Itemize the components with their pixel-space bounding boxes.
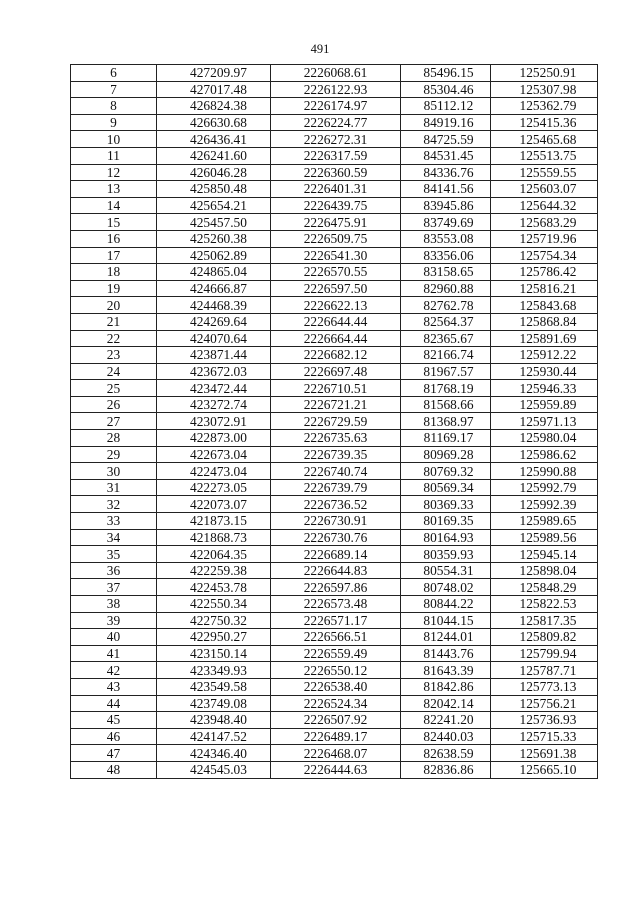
easting-cell: 84336.76	[401, 164, 491, 181]
point-number-cell: 7	[71, 81, 157, 98]
easting-cell: 82638.59	[401, 745, 491, 762]
point-number-cell: 30	[71, 463, 157, 480]
easting-cell: 80369.33	[401, 496, 491, 513]
x-coordinate-cell: 424346.40	[157, 745, 271, 762]
y-coordinate-cell: 2226559.49	[271, 645, 401, 662]
table-row	[71, 645, 598, 662]
northing-cell: 125989.65	[491, 513, 598, 530]
easting-cell: 82365.67	[401, 330, 491, 347]
easting-cell: 84919.16	[401, 114, 491, 131]
northing-cell: 125773.13	[491, 678, 598, 695]
northing-cell: 125809.82	[491, 629, 598, 646]
easting-cell: 82241.20	[401, 712, 491, 729]
northing-cell: 125513.75	[491, 147, 598, 164]
easting-cell: 85304.46	[401, 81, 491, 98]
point-number-cell: 31	[71, 479, 157, 496]
table-row	[71, 363, 598, 380]
easting-cell: 80554.31	[401, 562, 491, 579]
point-number-cell: 16	[71, 230, 157, 247]
x-coordinate-cell: 423549.58	[157, 678, 271, 695]
table-row	[71, 264, 598, 281]
y-coordinate-cell: 2226550.12	[271, 662, 401, 679]
y-coordinate-cell: 2226468.07	[271, 745, 401, 762]
northing-cell: 125990.88	[491, 463, 598, 480]
y-coordinate-cell: 2226721.21	[271, 396, 401, 413]
northing-cell: 125848.29	[491, 579, 598, 596]
x-coordinate-cell: 426046.28	[157, 164, 271, 181]
easting-cell: 81169.17	[401, 430, 491, 447]
y-coordinate-cell: 2226622.13	[271, 297, 401, 314]
easting-cell: 81768.19	[401, 380, 491, 397]
x-coordinate-cell: 425850.48	[157, 181, 271, 198]
table-row	[71, 347, 598, 364]
y-coordinate-cell: 2226538.40	[271, 678, 401, 695]
northing-cell: 125644.32	[491, 197, 598, 214]
y-coordinate-cell: 2226730.76	[271, 529, 401, 546]
x-coordinate-cell: 422073.07	[157, 496, 271, 513]
easting-cell: 84531.45	[401, 147, 491, 164]
x-coordinate-cell: 424147.52	[157, 728, 271, 745]
y-coordinate-cell: 2226664.44	[271, 330, 401, 347]
x-coordinate-cell: 423948.40	[157, 712, 271, 729]
point-number-cell: 27	[71, 413, 157, 430]
x-coordinate-cell: 423472.44	[157, 380, 271, 397]
x-coordinate-cell: 421873.15	[157, 513, 271, 530]
y-coordinate-cell: 2226439.75	[271, 197, 401, 214]
easting-cell: 81967.57	[401, 363, 491, 380]
easting-cell: 80164.93	[401, 529, 491, 546]
northing-cell: 125691.38	[491, 745, 598, 762]
table-row	[71, 579, 598, 596]
northing-cell: 125930.44	[491, 363, 598, 380]
y-coordinate-cell: 2226710.51	[271, 380, 401, 397]
y-coordinate-cell: 2226524.34	[271, 695, 401, 712]
y-coordinate-cell: 2226068.61	[271, 65, 401, 82]
easting-cell: 82564.37	[401, 313, 491, 330]
point-number-cell: 18	[71, 264, 157, 281]
easting-cell: 80359.93	[401, 546, 491, 563]
northing-cell: 125946.33	[491, 380, 598, 397]
northing-cell: 125891.69	[491, 330, 598, 347]
point-number-cell: 9	[71, 114, 157, 131]
x-coordinate-cell: 422950.27	[157, 629, 271, 646]
table-row	[71, 214, 598, 231]
coordinates-table-body	[71, 65, 598, 779]
table-row	[71, 65, 598, 82]
table-row	[71, 197, 598, 214]
northing-cell: 125959.89	[491, 396, 598, 413]
northing-cell: 125415.36	[491, 114, 598, 131]
northing-cell: 125980.04	[491, 430, 598, 447]
table-row	[71, 562, 598, 579]
easting-cell: 80748.02	[401, 579, 491, 596]
northing-cell: 125250.91	[491, 65, 598, 82]
point-number-cell: 14	[71, 197, 157, 214]
y-coordinate-cell: 2226644.83	[271, 562, 401, 579]
easting-cell: 83158.65	[401, 264, 491, 281]
y-coordinate-cell: 2226644.44	[271, 313, 401, 330]
x-coordinate-cell: 424468.39	[157, 297, 271, 314]
x-coordinate-cell: 425654.21	[157, 197, 271, 214]
northing-cell: 125992.39	[491, 496, 598, 513]
easting-cell: 81568.66	[401, 396, 491, 413]
point-number-cell: 24	[71, 363, 157, 380]
northing-cell: 125945.14	[491, 546, 598, 563]
northing-cell: 125992.79	[491, 479, 598, 496]
easting-cell: 81643.39	[401, 662, 491, 679]
table-row	[71, 280, 598, 297]
easting-cell: 81368.97	[401, 413, 491, 430]
x-coordinate-cell: 422473.04	[157, 463, 271, 480]
x-coordinate-cell: 423349.93	[157, 662, 271, 679]
y-coordinate-cell: 2226566.51	[271, 629, 401, 646]
y-coordinate-cell: 2226570.55	[271, 264, 401, 281]
table-row	[71, 529, 598, 546]
y-coordinate-cell: 2226360.59	[271, 164, 401, 181]
table-row	[71, 662, 598, 679]
point-number-cell: 40	[71, 629, 157, 646]
table-row	[71, 546, 598, 563]
x-coordinate-cell: 423672.03	[157, 363, 271, 380]
northing-cell: 125816.21	[491, 280, 598, 297]
table-row	[71, 430, 598, 447]
y-coordinate-cell: 2226507.92	[271, 712, 401, 729]
point-number-cell: 8	[71, 98, 157, 115]
northing-cell: 125971.13	[491, 413, 598, 430]
table-row	[71, 181, 598, 198]
northing-cell: 125736.93	[491, 712, 598, 729]
x-coordinate-cell: 423871.44	[157, 347, 271, 364]
table-row	[71, 147, 598, 164]
y-coordinate-cell: 2226740.74	[271, 463, 401, 480]
point-number-cell: 34	[71, 529, 157, 546]
x-coordinate-cell: 422453.78	[157, 579, 271, 596]
x-coordinate-cell: 422064.35	[157, 546, 271, 563]
table-row	[71, 513, 598, 530]
easting-cell: 85112.12	[401, 98, 491, 115]
x-coordinate-cell: 422550.34	[157, 596, 271, 613]
table-row	[71, 463, 598, 480]
point-number-cell: 36	[71, 562, 157, 579]
northing-cell: 125912.22	[491, 347, 598, 364]
table-row	[71, 596, 598, 613]
point-number-cell: 33	[71, 513, 157, 530]
x-coordinate-cell: 423150.14	[157, 645, 271, 662]
point-number-cell: 32	[71, 496, 157, 513]
point-number-cell: 28	[71, 430, 157, 447]
point-number-cell: 10	[71, 131, 157, 148]
table-row	[71, 678, 598, 695]
point-number-cell: 17	[71, 247, 157, 264]
table-row	[71, 479, 598, 496]
easting-cell: 84141.56	[401, 181, 491, 198]
northing-cell: 125986.62	[491, 446, 598, 463]
northing-cell: 125843.68	[491, 297, 598, 314]
y-coordinate-cell: 2226317.59	[271, 147, 401, 164]
northing-cell: 125799.94	[491, 645, 598, 662]
easting-cell: 83553.08	[401, 230, 491, 247]
table-row	[71, 297, 598, 314]
x-coordinate-cell: 422750.32	[157, 612, 271, 629]
point-number-cell: 6	[71, 65, 157, 82]
northing-cell: 125822.53	[491, 596, 598, 613]
table-row	[71, 396, 598, 413]
table-row	[71, 164, 598, 181]
y-coordinate-cell: 2226697.48	[271, 363, 401, 380]
northing-cell: 125756.21	[491, 695, 598, 712]
table-row	[71, 712, 598, 729]
table-row	[71, 230, 598, 247]
northing-cell: 125559.55	[491, 164, 598, 181]
x-coordinate-cell: 426824.38	[157, 98, 271, 115]
x-coordinate-cell: 422273.05	[157, 479, 271, 496]
northing-cell: 125898.04	[491, 562, 598, 579]
point-number-cell: 26	[71, 396, 157, 413]
coordinates-table	[70, 64, 598, 779]
easting-cell: 81443.76	[401, 645, 491, 662]
table-row	[71, 413, 598, 430]
point-number-cell: 11	[71, 147, 157, 164]
easting-cell: 84725.59	[401, 131, 491, 148]
point-number-cell: 13	[71, 181, 157, 198]
easting-cell: 80769.32	[401, 463, 491, 480]
x-coordinate-cell: 427017.48	[157, 81, 271, 98]
easting-cell: 83945.86	[401, 197, 491, 214]
y-coordinate-cell: 2226730.91	[271, 513, 401, 530]
point-number-cell: 48	[71, 761, 157, 778]
table-row	[71, 695, 598, 712]
point-number-cell: 29	[71, 446, 157, 463]
easting-cell: 80844.22	[401, 596, 491, 613]
point-number-cell: 15	[71, 214, 157, 231]
easting-cell: 81044.15	[401, 612, 491, 629]
y-coordinate-cell: 2226597.50	[271, 280, 401, 297]
table-row	[71, 330, 598, 347]
x-coordinate-cell: 424545.03	[157, 761, 271, 778]
x-coordinate-cell: 426241.60	[157, 147, 271, 164]
y-coordinate-cell: 2226122.93	[271, 81, 401, 98]
table-row	[71, 380, 598, 397]
y-coordinate-cell: 2226509.75	[271, 230, 401, 247]
x-coordinate-cell: 426630.68	[157, 114, 271, 131]
y-coordinate-cell: 2226736.52	[271, 496, 401, 513]
point-number-cell: 37	[71, 579, 157, 596]
easting-cell: 82166.74	[401, 347, 491, 364]
table-row	[71, 98, 598, 115]
northing-cell: 125719.96	[491, 230, 598, 247]
point-number-cell: 19	[71, 280, 157, 297]
x-coordinate-cell: 423272.74	[157, 396, 271, 413]
table-row	[71, 81, 598, 98]
table-row	[71, 761, 598, 778]
y-coordinate-cell: 2226682.12	[271, 347, 401, 364]
northing-cell: 125683.29	[491, 214, 598, 231]
point-number-cell: 38	[71, 596, 157, 613]
x-coordinate-cell: 421868.73	[157, 529, 271, 546]
point-number-cell: 45	[71, 712, 157, 729]
table-row	[71, 612, 598, 629]
y-coordinate-cell: 2226541.30	[271, 247, 401, 264]
x-coordinate-cell: 422873.00	[157, 430, 271, 447]
point-number-cell: 21	[71, 313, 157, 330]
x-coordinate-cell: 423072.91	[157, 413, 271, 430]
table-row	[71, 496, 598, 513]
northing-cell: 125665.10	[491, 761, 598, 778]
easting-cell: 80169.35	[401, 513, 491, 530]
easting-cell: 85496.15	[401, 65, 491, 82]
point-number-cell: 41	[71, 645, 157, 662]
easting-cell: 80969.28	[401, 446, 491, 463]
table-row	[71, 745, 598, 762]
x-coordinate-cell: 422673.04	[157, 446, 271, 463]
northing-cell: 125465.68	[491, 131, 598, 148]
y-coordinate-cell: 2226401.31	[271, 181, 401, 198]
easting-cell: 83749.69	[401, 214, 491, 231]
y-coordinate-cell: 2226475.91	[271, 214, 401, 231]
easting-cell: 80569.34	[401, 479, 491, 496]
point-number-cell: 22	[71, 330, 157, 347]
northing-cell: 125362.79	[491, 98, 598, 115]
y-coordinate-cell: 2226689.14	[271, 546, 401, 563]
y-coordinate-cell: 2226739.35	[271, 446, 401, 463]
x-coordinate-cell: 423749.08	[157, 695, 271, 712]
table-row	[71, 629, 598, 646]
y-coordinate-cell: 2226739.79	[271, 479, 401, 496]
y-coordinate-cell: 2226224.77	[271, 114, 401, 131]
y-coordinate-cell: 2226444.63	[271, 761, 401, 778]
northing-cell: 125715.33	[491, 728, 598, 745]
easting-cell: 81842.86	[401, 678, 491, 695]
northing-cell: 125817.35	[491, 612, 598, 629]
page-number: 491	[310, 42, 330, 56]
y-coordinate-cell: 2226573.48	[271, 596, 401, 613]
point-number-cell: 25	[71, 380, 157, 397]
x-coordinate-cell: 424666.87	[157, 280, 271, 297]
northing-cell: 125868.84	[491, 313, 598, 330]
point-number-cell: 35	[71, 546, 157, 563]
x-coordinate-cell: 425062.89	[157, 247, 271, 264]
x-coordinate-cell: 427209.97	[157, 65, 271, 82]
point-number-cell: 42	[71, 662, 157, 679]
table-row	[71, 728, 598, 745]
northing-cell: 125754.34	[491, 247, 598, 264]
x-coordinate-cell: 424269.64	[157, 313, 271, 330]
northing-cell: 125786.42	[491, 264, 598, 281]
northing-cell: 125989.56	[491, 529, 598, 546]
y-coordinate-cell: 2226272.31	[271, 131, 401, 148]
northing-cell: 125603.07	[491, 181, 598, 198]
y-coordinate-cell: 2226729.59	[271, 413, 401, 430]
y-coordinate-cell: 2226174.97	[271, 98, 401, 115]
table-row	[71, 313, 598, 330]
easting-cell: 82440.03	[401, 728, 491, 745]
point-number-cell: 23	[71, 347, 157, 364]
point-number-cell: 39	[71, 612, 157, 629]
easting-cell: 82042.14	[401, 695, 491, 712]
point-number-cell: 20	[71, 297, 157, 314]
table-row	[71, 247, 598, 264]
easting-cell: 82960.88	[401, 280, 491, 297]
x-coordinate-cell: 422259.38	[157, 562, 271, 579]
table-row	[71, 114, 598, 131]
table-row	[71, 446, 598, 463]
y-coordinate-cell: 2226735.63	[271, 430, 401, 447]
x-coordinate-cell: 424865.04	[157, 264, 271, 281]
x-coordinate-cell: 424070.64	[157, 330, 271, 347]
easting-cell: 82836.86	[401, 761, 491, 778]
x-coordinate-cell: 425457.50	[157, 214, 271, 231]
y-coordinate-cell: 2226489.17	[271, 728, 401, 745]
northing-cell: 125307.98	[491, 81, 598, 98]
easting-cell: 81244.01	[401, 629, 491, 646]
easting-cell: 82762.78	[401, 297, 491, 314]
point-number-cell: 44	[71, 695, 157, 712]
table-row	[71, 131, 598, 148]
y-coordinate-cell: 2226571.17	[271, 612, 401, 629]
point-number-cell: 12	[71, 164, 157, 181]
point-number-cell: 46	[71, 728, 157, 745]
point-number-cell: 47	[71, 745, 157, 762]
northing-cell: 125787.71	[491, 662, 598, 679]
easting-cell: 83356.06	[401, 247, 491, 264]
x-coordinate-cell: 425260.38	[157, 230, 271, 247]
point-number-cell: 43	[71, 678, 157, 695]
x-coordinate-cell: 426436.41	[157, 131, 271, 148]
y-coordinate-cell: 2226597.86	[271, 579, 401, 596]
